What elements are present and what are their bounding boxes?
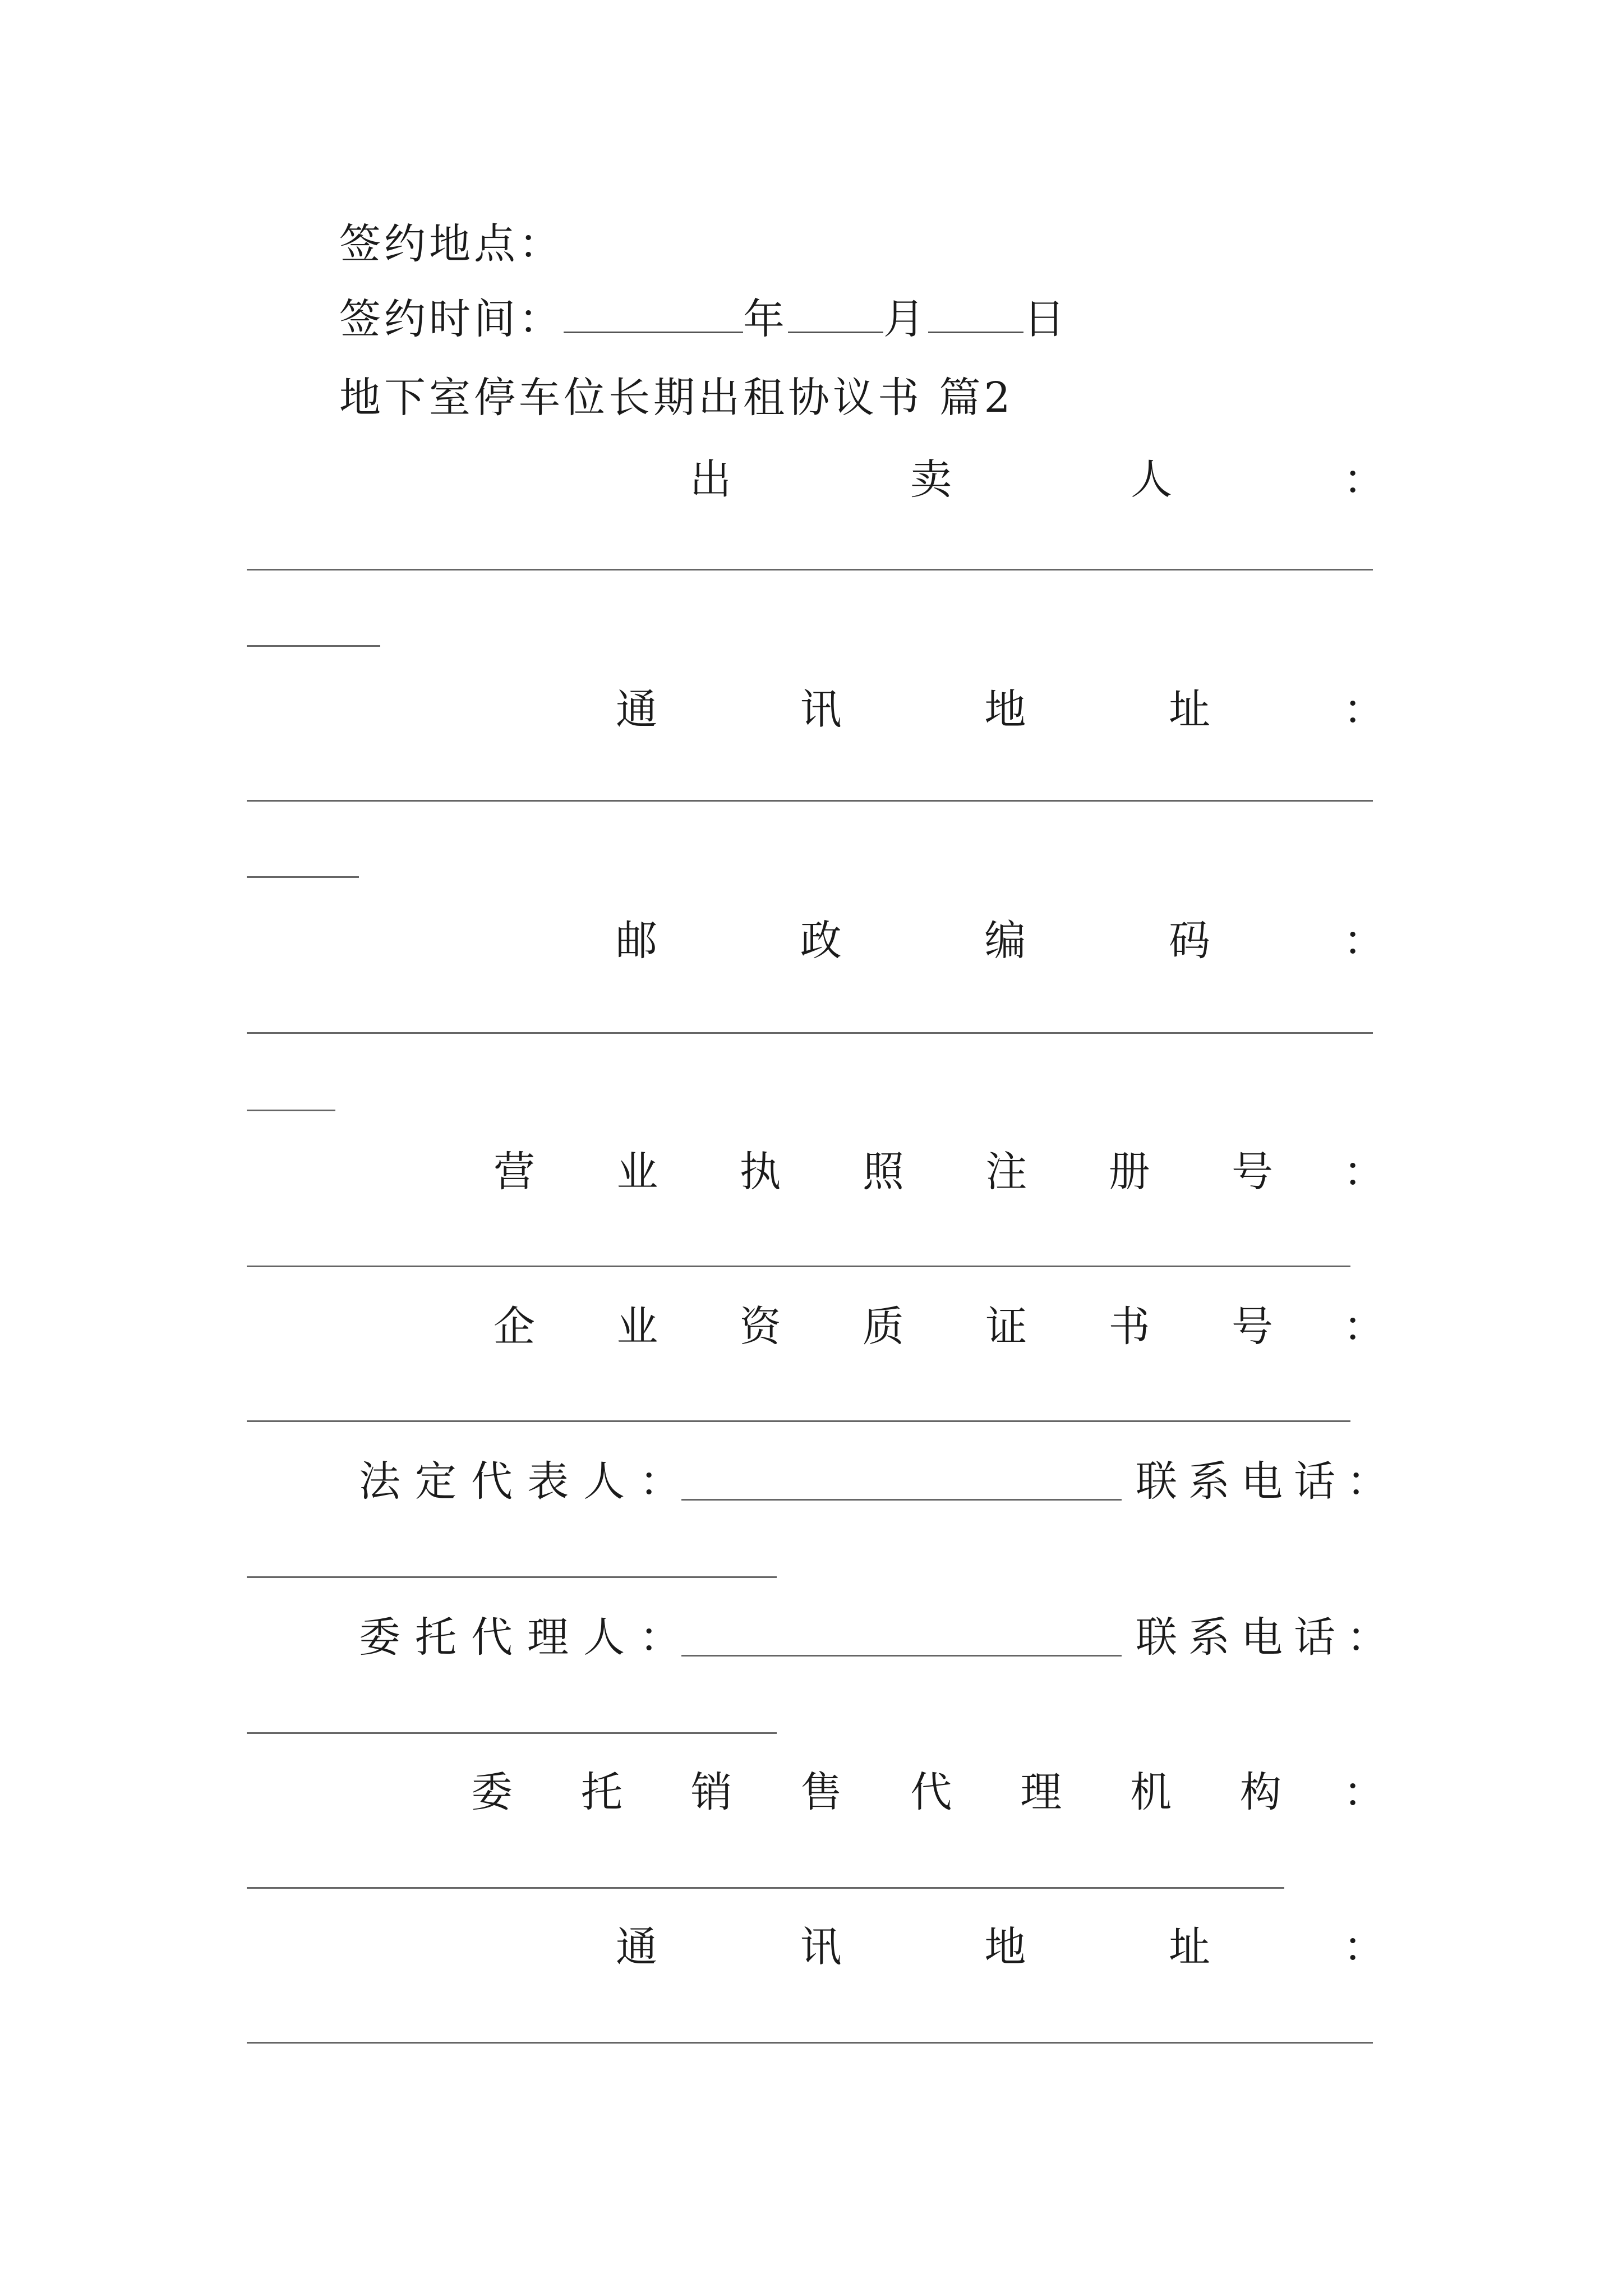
business-license-label (494, 1148, 1273, 1196)
agency-address-label (616, 1923, 1210, 1971)
label-char: 业 (616, 1303, 658, 1351)
label-char: 委 (471, 1768, 513, 1816)
business-license-colon: ： (1343, 1148, 1385, 1196)
label-char: 址 (1168, 685, 1210, 734)
label-char: 销 (690, 1768, 732, 1816)
label-char: 址 (1168, 1923, 1210, 1971)
month-label: 月 (883, 295, 928, 343)
year-blank[interactable] (564, 326, 743, 333)
label-char: 执 (739, 1148, 781, 1196)
agency-address-line[interactable] (247, 2042, 1373, 2044)
label-char: 托 (580, 1768, 623, 1816)
section-title: 地下室停车位长期出租协议书 篇2 (339, 374, 1014, 422)
label-char: 质 (862, 1303, 904, 1351)
label-char: 售 (800, 1768, 842, 1816)
label-char: 业 (616, 1148, 658, 1196)
seller-label (690, 455, 1172, 504)
sales-agency-line[interactable] (247, 1887, 1284, 1889)
agency-address-colon: ： (1343, 1923, 1385, 1971)
label-char: 照 (862, 1148, 904, 1196)
signing-time-label: 签约时间： (339, 295, 564, 343)
seller-line[interactable] (247, 569, 1373, 570)
label-char: 企 (494, 1303, 535, 1351)
postcode-line[interactable] (247, 1032, 1373, 1034)
label-char: 册 (1108, 1148, 1150, 1196)
label-char: 通 (616, 1923, 657, 1971)
signing-time-row (339, 295, 1068, 343)
label-char: 地 (984, 1923, 1026, 1971)
address-line-cont[interactable] (247, 876, 359, 878)
postcode-label (616, 917, 1210, 965)
postcode-line-cont[interactable] (247, 1110, 335, 1111)
seller-colon: ： (1343, 455, 1385, 504)
label-char: 邮 (616, 917, 657, 965)
label-char: 资 (739, 1303, 781, 1351)
agent-line[interactable] (681, 1655, 1122, 1657)
label-char: 书 (1108, 1303, 1150, 1351)
agent-label: 委托代理人： (359, 1613, 695, 1662)
legal-rep-phone-line[interactable] (247, 1576, 777, 1578)
legal-rep-label: 法定代表人： (359, 1457, 695, 1506)
seller-line-cont[interactable] (247, 645, 380, 647)
legal-rep-line[interactable] (681, 1499, 1122, 1501)
sales-agency-label (471, 1768, 1281, 1816)
signing-place-label: 签约地点： (339, 220, 564, 268)
label-char: 人 (1131, 455, 1172, 504)
label-char: 机 (1130, 1768, 1172, 1816)
label-char: 出 (690, 455, 731, 504)
label-char: 注 (985, 1148, 1027, 1196)
agent-phone-line[interactable] (247, 1732, 777, 1734)
business-license-line[interactable] (247, 1266, 1350, 1267)
label-char: 通 (616, 685, 657, 734)
agent-phone-label: 联系电话： (1136, 1613, 1399, 1662)
label-char: 号 (1231, 1303, 1273, 1351)
year-label: 年 (743, 295, 788, 343)
label-char: 讯 (800, 685, 842, 734)
label-char: 代 (910, 1768, 952, 1816)
label-char: 讯 (800, 1923, 842, 1971)
label-char: 号 (1231, 1148, 1273, 1196)
label-char: 政 (800, 917, 842, 965)
label-char: 地 (984, 685, 1026, 734)
label-char: 编 (984, 917, 1026, 965)
qualification-colon: ： (1343, 1303, 1385, 1351)
postcode-colon: ： (1343, 917, 1385, 965)
sales-agency-colon: ： (1343, 1768, 1385, 1816)
legal-rep-phone-label: 联系电话： (1136, 1457, 1399, 1506)
day-label: 日 (1023, 295, 1068, 343)
qualification-line[interactable] (247, 1420, 1350, 1422)
day-blank[interactable] (928, 326, 1023, 333)
label-char: 证 (985, 1303, 1027, 1351)
address-line[interactable] (247, 800, 1373, 802)
label-char: 卖 (910, 455, 952, 504)
label-char: 码 (1168, 917, 1210, 965)
month-blank[interactable] (788, 326, 883, 333)
label-char: 构 (1239, 1768, 1281, 1816)
address-colon: ： (1343, 685, 1385, 734)
qualification-label (494, 1303, 1273, 1351)
label-char: 理 (1020, 1768, 1062, 1816)
address-label (616, 685, 1210, 734)
label-char: 营 (494, 1148, 535, 1196)
